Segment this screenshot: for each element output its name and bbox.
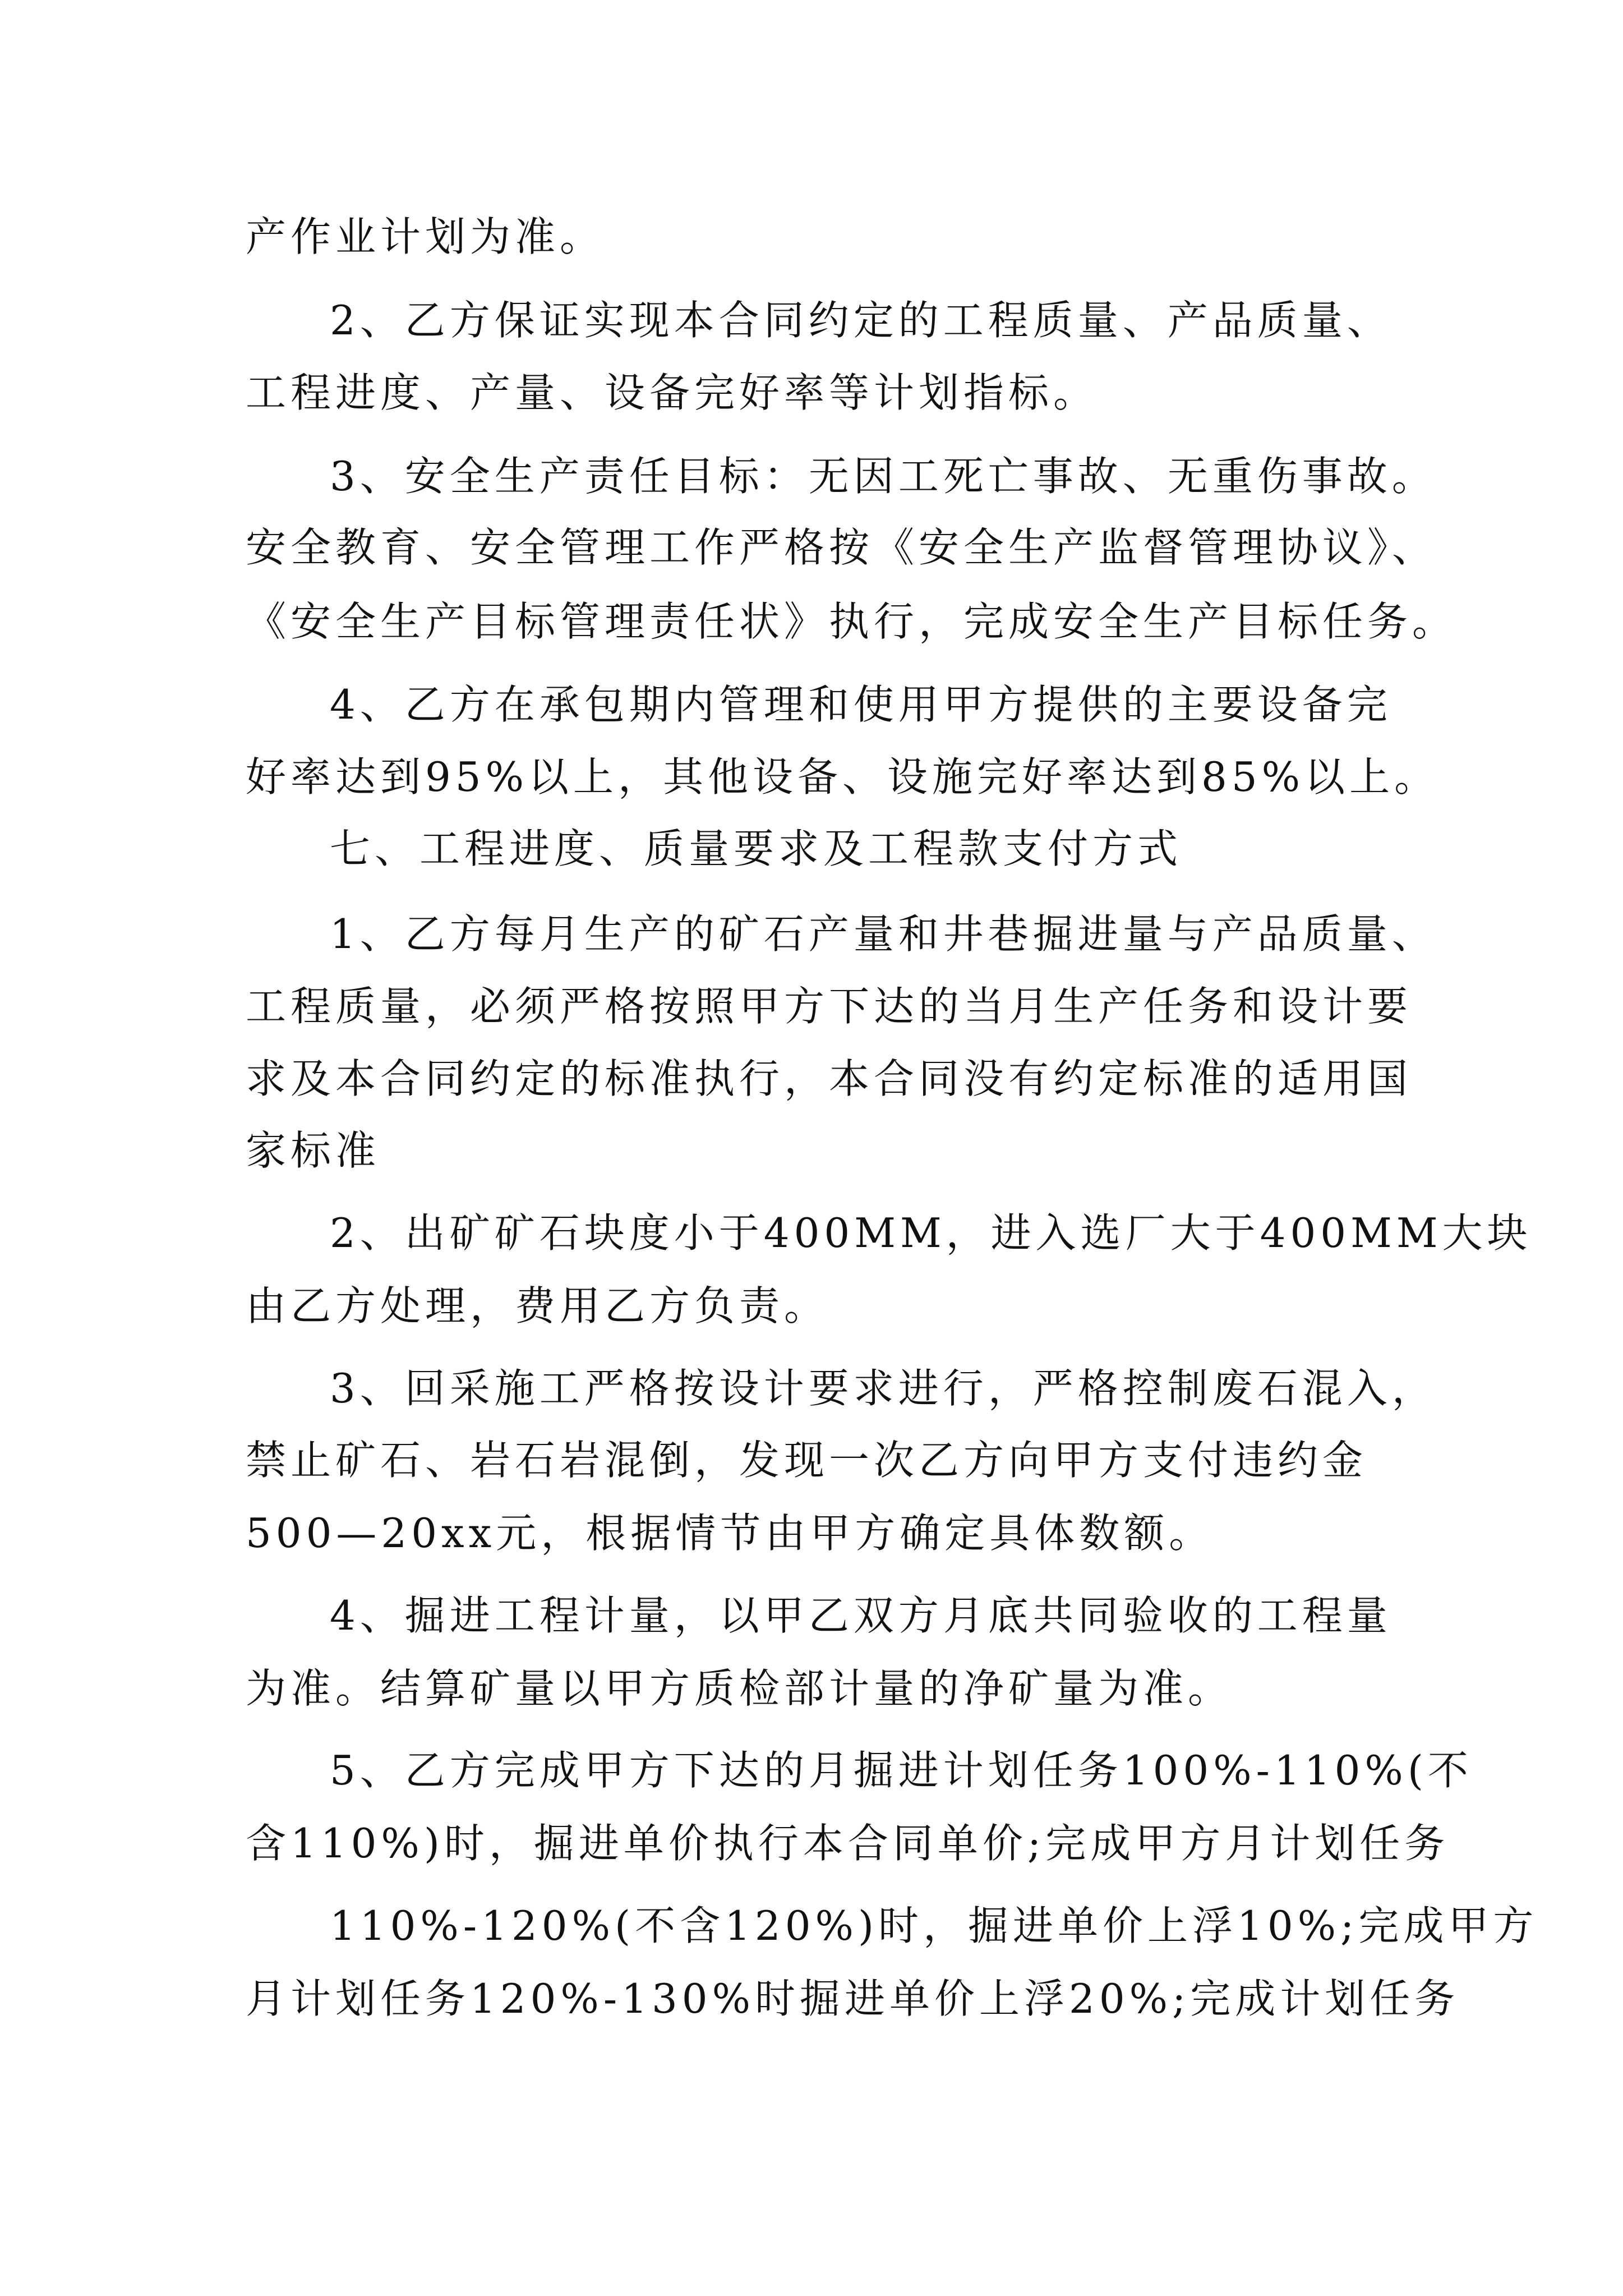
text-line: 4、掘进工程计量，以甲乙双方月底共同验收的工程量 (330, 1592, 1392, 1639)
text-line: 3、安全生产责任目标：无因工死亡事故、无重伤事故。 (330, 453, 1437, 500)
text-line: 2、乙方保证实现本合同约定的工程质量、产品质量、 (330, 297, 1392, 344)
text-line: 由乙方处理，费用乙方负责。 (246, 1282, 829, 1329)
text-line: 110%-120%(不含120%)时，掘进单价上浮10%;完成甲方 (330, 1902, 1538, 1949)
text-line: 《安全生产目标管理责任状》执行，完成安全生产目标任务。 (246, 598, 1458, 645)
text-line: 含110%)时，掘进单价执行本合同单价;完成甲方月计划任务 (246, 1820, 1450, 1867)
text-line: 为准。结算矿量以甲方质检部计量的净矿量为准。 (246, 1665, 1233, 1712)
text-line: 3、回采施工严格按设计要求进行，严格控制废石混入， (330, 1365, 1437, 1412)
text-line: 月计划任务120%-130%时掘进单价上浮20%;完成计划任务 (246, 1975, 1460, 2022)
text-line: 4、乙方在承包期内管理和使用甲方提供的主要设备完 (330, 681, 1392, 728)
section-heading: 七、工程进度、质量要求及工程款支付方式 (330, 825, 1183, 872)
text-line: 5、乙方完成甲方下达的月掘进计划任务100%-110%(不 (330, 1747, 1473, 1794)
text-line: 500—20xx元，根据情节由甲方确定具体数额。 (246, 1510, 1214, 1557)
text-line: 1、乙方每月生产的矿石产量和井巷掘进量与产品质量、 (330, 910, 1437, 958)
text-line: 安全教育、安全管理工作严格按《安全生产监督管理协议》、 (246, 524, 1437, 571)
text-line: 产作业计划为准。 (246, 213, 605, 260)
text-line: 好率达到95%以上，其他设备、设施完好率达到85%以上。 (246, 753, 1440, 800)
text-line: 工程质量，必须严格按照甲方下达的当月生产任务和设计要 (246, 983, 1413, 1030)
text-line: 家标准 (246, 1127, 381, 1174)
text-line: 工程进度、产量、设备完好率等计划指标。 (246, 369, 1099, 416)
text-line: 求及本合同约定的标准执行，本合同没有约定标准的适用国 (246, 1055, 1413, 1102)
text-line: 2、出矿矿石块度小于400MM，进入选厂大于400MM大块 (330, 1209, 1532, 1257)
text-line: 禁止矿石、岩石岩混倒，发现一次乙方向甲方支付违约金 (246, 1437, 1368, 1484)
